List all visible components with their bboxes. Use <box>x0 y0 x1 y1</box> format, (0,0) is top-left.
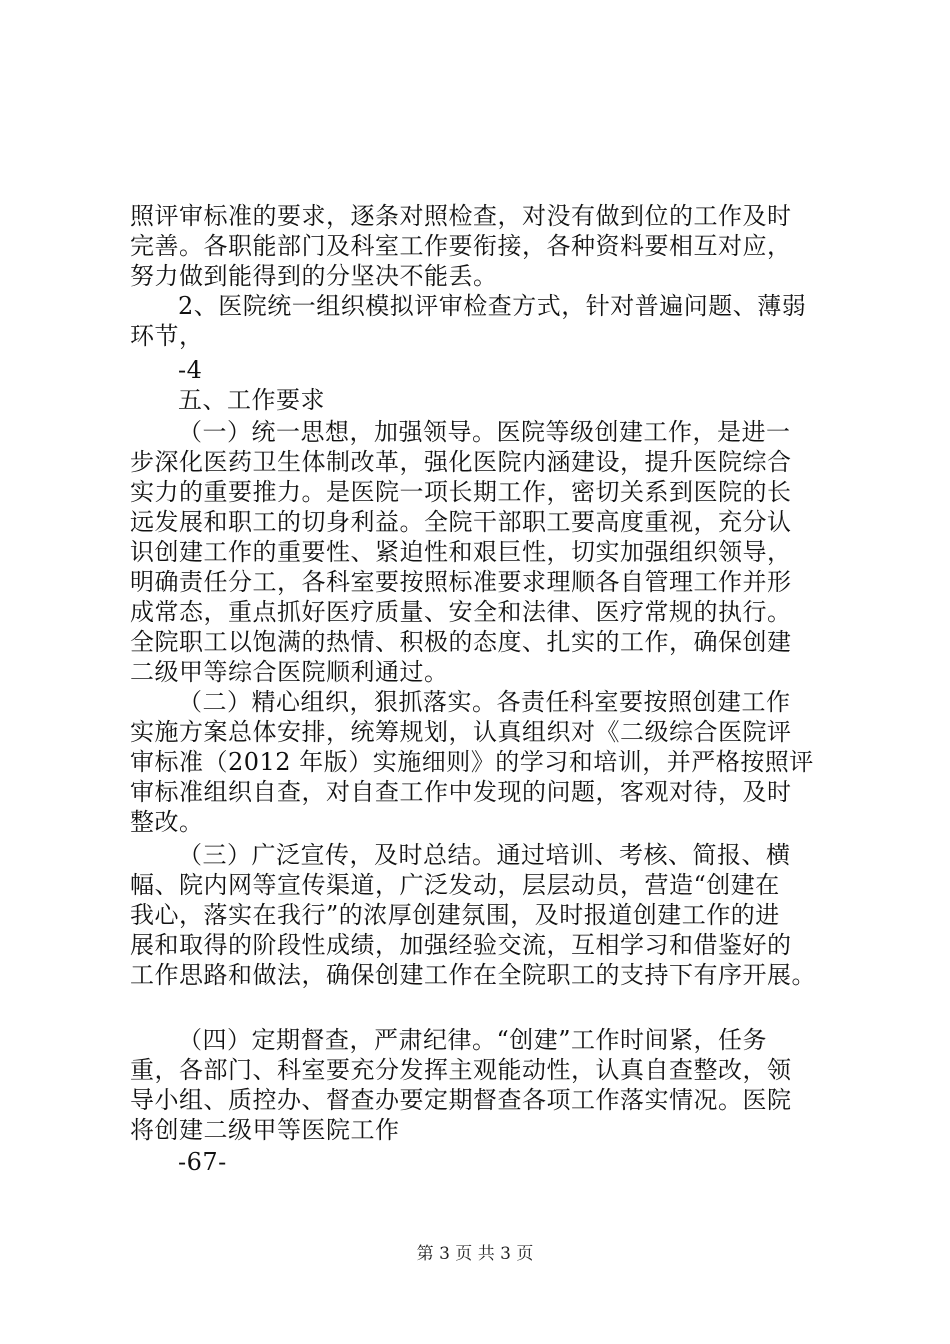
body-line: 幅、院内网等宣传渠道，广泛发动，层层动员，营造“创建在 <box>130 871 780 899</box>
body-line: 我心，落实在我行”的浓厚创建氛围，及时报道创建工作的进 <box>130 901 780 929</box>
page-footer: 第 3 页 共 3 页 <box>416 1244 534 1264</box>
body-line: 展和取得的阶段性成绩，加强经验交流，互相学习和借鉴好的 <box>130 931 792 959</box>
body-line: 步深化医药卫生体制改革，强化医院内涵建设，提升医院综合 <box>130 448 792 476</box>
body-line: （四）定期督查，严肃纪律。“创建”工作时间紧，任务 <box>178 1026 768 1054</box>
section-heading: 五、工作要求 <box>178 386 325 414</box>
body-line: 全院职工以饱满的热情、积极的态度、扎实的工作，确保创建 <box>130 628 792 656</box>
body-line: 将创建二级甲等医院工作 <box>130 1116 400 1144</box>
body-line: 远发展和职工的切身利益。全院干部职工要高度重视，充分认 <box>130 508 792 536</box>
body-line: 2、医院统一组织模拟评审检查方式，针对普遍问题、薄弱 <box>178 292 807 320</box>
body-line: （二）精心组织，狠抓落实。各责任科室要按照创建工作 <box>178 688 791 716</box>
body-line: 重，各部门、科室要充分发挥主观能动性，认真自查整改，领 <box>130 1056 792 1084</box>
body-line: 明确责任分工，各科室要按照标准要求理顺各自管理工作并形 <box>130 568 792 596</box>
body-line: 审标准组织自查，对自查工作中发现的问题，客观对待，及时 <box>130 778 792 806</box>
body-line: 审标准（2012 年版）实施细则》的学习和培训，并严格按照评 <box>130 748 814 776</box>
body-line: 工作思路和做法，确保创建工作在全院职工的支持下有序开展。 <box>130 961 816 989</box>
body-line: （三）广泛宣传，及时总结。通过培训、考核、简报、横 <box>178 841 791 869</box>
body-line: 二级甲等综合医院顺利通过。 <box>130 658 449 686</box>
body-line: 环节， <box>130 322 204 350</box>
page-marker: -4 <box>178 356 203 384</box>
body-line: 照评审标准的要求，逐条对照检查，对没有做到位的工作及时 <box>130 202 792 230</box>
body-line: 实力的重要推力。是医院一项长期工作，密切关系到医院的长 <box>130 478 792 506</box>
body-line: 实施方案总体安排，统筹规划，认真组织对《二级综合医院评 <box>130 718 792 746</box>
body-line: 整改。 <box>130 808 204 836</box>
body-line: 努力做到能得到的分坚决不能丢。 <box>130 262 498 290</box>
page-marker: -67- <box>178 1148 227 1176</box>
body-line: 成常态，重点抓好医疗质量、安全和法律、医疗常规的执行。 <box>130 598 792 626</box>
body-line: 导小组、质控办、督查办要定期督查各项工作落实情况。医院 <box>130 1086 792 1114</box>
body-line: 完善。各职能部门及科室工作要衔接，各种资料要相互对应， <box>130 232 792 260</box>
body-line: （一）统一思想，加强领导。医院等级创建工作，是进一 <box>178 418 791 446</box>
body-line: 识创建工作的重要性、紧迫性和艰巨性，切实加强组织领导， <box>130 538 792 566</box>
